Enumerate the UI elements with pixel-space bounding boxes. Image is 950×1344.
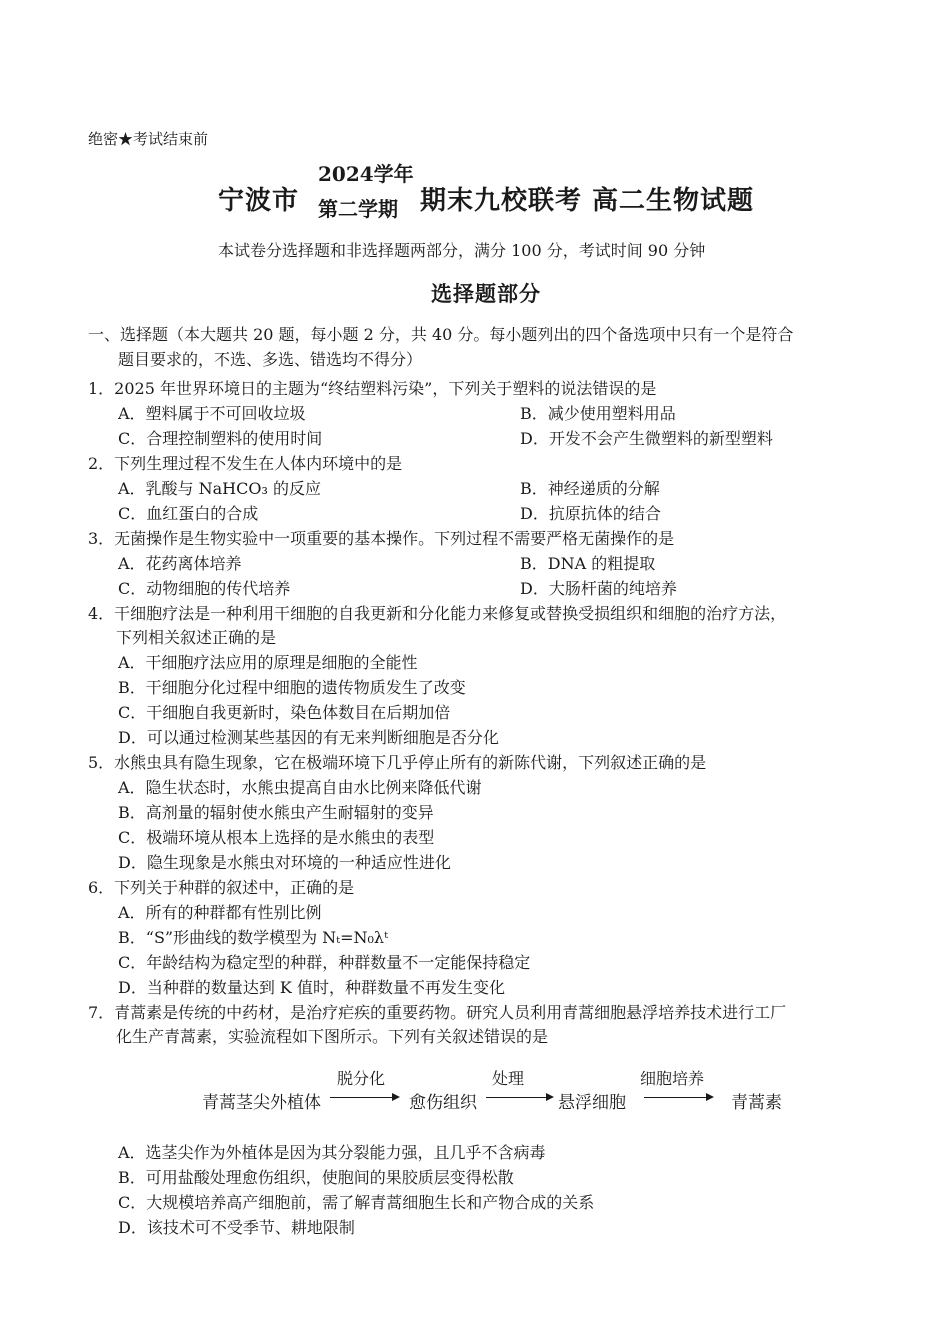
question-4-option-c: C．干细胞自我更新时，染色体数目在后期加倍 <box>118 703 451 722</box>
title-semester: 第二学期 <box>318 197 398 221</box>
question-1-option-c: C．合理控制塑料的使用时间 <box>118 429 323 448</box>
flow-node-artemisinin: 青蒿素 <box>731 1093 782 1113</box>
question-3-stem: 3．无菌操作是生物实验中一项重要的基本操作。下列过程不需要严格无菌操作的是 <box>88 529 675 548</box>
question-7-option-c: C．大规模培养高产细胞前，需了解青蒿细胞生长和产物合成的关系 <box>118 1193 595 1212</box>
question-1-option-d: D．开发不会产生微塑料的新型塑料 <box>520 429 773 448</box>
question-7-option-b: B．可用盐酸处理愈伤组织，使胞间的果胶质层变得松散 <box>118 1168 514 1187</box>
title-exam-name: 期末九校联考 高二生物试题 <box>420 186 755 216</box>
question-6-option-c: C．年龄结构为稳定型的种群，种群数量不一定能保持稳定 <box>118 953 531 972</box>
question-2-option-a: A．乳酸与 NaHCO₃ 的反应 <box>118 479 321 498</box>
question-1-stem: 1．2025 年世界环境日的主题为“终结塑料污染”，下列关于塑料的说法错误的是 <box>88 379 657 398</box>
question-4-option-a: A．干细胞疗法应用的原理是细胞的全能性 <box>118 653 418 672</box>
question-7-option-a: A．选茎尖作为外植体是因为其分裂能力强，且几乎不含病毒 <box>118 1143 546 1162</box>
question-7-option-d: D．该技术可不受季节、耕地限制 <box>118 1218 355 1237</box>
flow-arrow-1 <box>330 1097 398 1098</box>
flow-node-suspension-cells: 悬浮细胞 <box>558 1093 626 1113</box>
question-5-stem: 5．水熊虫具有隐生现象，它在极端环境下几乎停止所有的新陈代谢，下列叙述正确的是 <box>88 753 707 772</box>
question-2-option-c: C．血红蛋白的合成 <box>118 504 259 523</box>
flow-arrow-2 <box>486 1097 552 1098</box>
title-city: 宁波市 <box>218 186 300 216</box>
title-year: 2024学年 <box>318 162 414 186</box>
question-7-stem-line-2: 化生产青蒿素，实验流程如下图所示。下列有关叙述错误的是 <box>116 1027 549 1046</box>
flow-arrow-3 <box>644 1097 712 1098</box>
question-5-option-d: D．隐生现象是水熊虫对环境的一种适应性进化 <box>118 853 451 872</box>
question-3-option-d: D．大肠杆菌的纯培养 <box>520 579 677 598</box>
question-2-option-d: D．抗原抗体的结合 <box>520 504 661 523</box>
question-7-stem-line-1: 7．青蒿素是传统的中药材，是治疗疟疾的重要药物。研究人员利用青蒿细胞悬浮培养技术进行工厂 <box>88 1003 787 1022</box>
flow-label-dedifferentiation: 脱分化 <box>337 1069 386 1088</box>
question-1-option-a: A．塑料属于不可回收垃圾 <box>118 404 306 423</box>
section-title: 选择题部分 <box>431 281 541 306</box>
instructions-line-1: 一、选择题（本大题共 20 题，每小题 2 分，共 40 分。每小题列出的四个备选项中只有一个是符合 <box>88 325 794 344</box>
instructions-line-2: 题目要求的，不选、多选、错选均不得分） <box>118 350 423 369</box>
question-6-option-a: A．所有的种群都有性别比例 <box>118 903 322 922</box>
question-2-stem: 2．下列生理过程不发生在人体内环境中的是 <box>88 454 403 473</box>
question-4-option-b: B．干细胞分化过程中细胞的遗传物质发生了改变 <box>118 678 466 697</box>
question-6-option-d: D．当种群的数量达到 K 值时，种群数量不再发生变化 <box>118 978 505 997</box>
flow-label-treatment: 处理 <box>492 1069 525 1088</box>
question-1-option-b: B．减少使用塑料用品 <box>520 404 676 423</box>
question-4-stem-line-2: 下列相关叙述正确的是 <box>116 628 277 647</box>
question-5-option-b: B．高剂量的辐射使水熊虫产生耐辐射的变异 <box>118 803 434 822</box>
question-4-option-d: D．可以通过检测某些基因的有无来判断细胞是否分化 <box>118 728 499 747</box>
flow-node-callus: 愈伤组织 <box>409 1093 477 1113</box>
confidential-note: 绝密★考试结束前 <box>88 130 209 148</box>
question-3-option-c: C．动物细胞的传代培养 <box>118 579 291 598</box>
flow-label-cell-culture: 细胞培养 <box>640 1069 705 1088</box>
question-3-option-b: B．DNA 的粗提取 <box>520 554 656 573</box>
question-6-option-b: B．“S”形曲线的数学模型为 Nₜ=N₀λᵗ <box>118 928 389 947</box>
question-3-option-a: A．花药离体培养 <box>118 554 242 573</box>
question-6-stem: 6．下列关于种群的叙述中，正确的是 <box>88 878 355 897</box>
flow-node-explant: 青蒿茎尖外植体 <box>202 1093 321 1113</box>
question-4-stem-line-1: 4．干细胞疗法是一种利用干细胞的自我更新和分化能力来修复或替换受损组织和细胞的治疗方法， <box>88 604 787 623</box>
question-5-option-a: A．隐生状态时，水熊虫提高自由水比例来降低代谢 <box>118 778 482 797</box>
question-5-option-c: C．极端环境从根本上选择的是水熊虫的表型 <box>118 828 435 847</box>
exam-subtitle: 本试卷分选择题和非选择题两部分，满分 100 分，考试时间 90 分钟 <box>218 241 706 260</box>
question-2-option-b: B．神经递质的分解 <box>520 479 660 498</box>
